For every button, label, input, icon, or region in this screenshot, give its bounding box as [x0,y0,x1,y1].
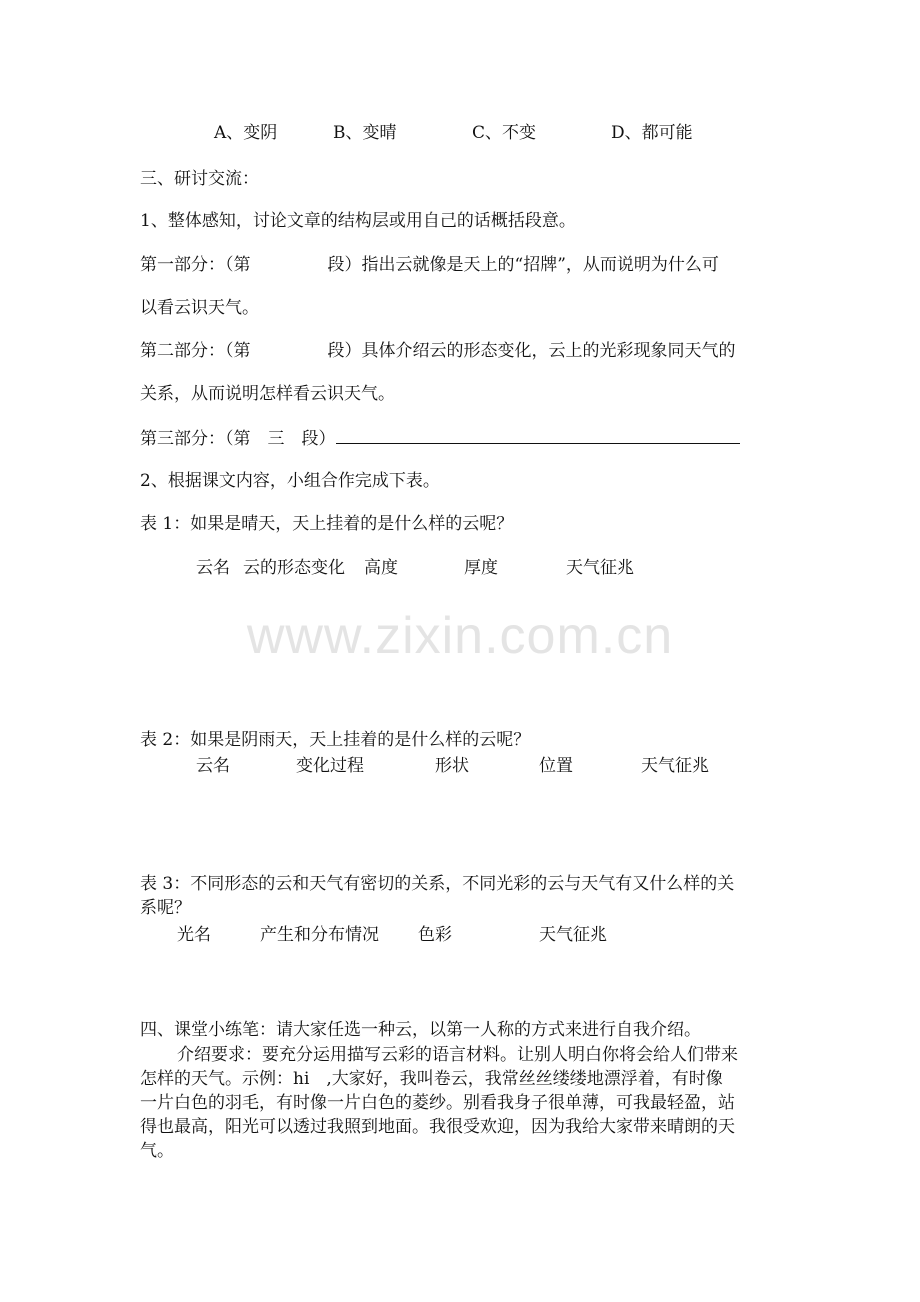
part1-continuation: 以看云识天气。 [140,298,259,318]
watermark: www.zixin.com.cn [246,607,674,665]
option-d: D、都可能 [611,123,693,143]
section3-heading: 三、研讨交流： [140,169,259,189]
table3-header-cell: 色彩 [418,925,452,945]
table1-header-cell: 云的形态变化 [243,558,345,578]
paragraph-line: 得也最高，阳光可以透过我照到地面。我很受欢迎，因为我给大家带来晴朗的天 [140,1117,735,1137]
part3-answer-line[interactable] [336,429,740,444]
part1-suffix: 段）指出云就像是天上的“招牌”，从而说明为什么可 [327,255,719,275]
table2-header-cell: 云名 [196,756,230,776]
part3-label: 第三部分：（第 三 段） [140,429,336,449]
table1-header-row [0,560,920,580]
part2-line [140,343,736,360]
question-1: 1、整体感知，讨论文章的结构层或用自己的话概括段意。 [140,211,576,231]
table3-header-cell: 产生和分布情况 [260,925,379,945]
part1-line [140,257,719,274]
option-c: C、不变 [472,123,537,143]
paragraph-line: 怎样的天气。示例：hi ,大家好，我叫卷云，我常丝丝缕缕地漂浮着，有时像 [140,1069,723,1089]
option-a: A、变阴 [214,123,278,143]
table3-caption-line1: 表 3：不同形态的云和天气有密切的关系，不同光彩的云与天气有又什么样的关 [140,874,735,894]
paragraph-line: 气。 [140,1141,174,1161]
part1-prefix: 第一部分：（第 [140,255,251,275]
table1-header-cell: 高度 [364,558,398,578]
table3-header-cell: 光名 [177,925,211,945]
table1-header-cell: 云名 [196,558,230,578]
table2-header-cell: 天气征兆 [641,756,709,776]
paragraph-line: 介绍要求：要充分运用描写云彩的语言材料。让别人明白你将会给人们带来 [177,1045,738,1065]
table2-header-row [0,758,920,778]
table2-header-cell: 位置 [539,756,573,776]
table3-header-cell: 天气征兆 [539,925,607,945]
part2-continuation: 关系，从而说明怎样看云识天气。 [140,384,395,404]
table1-caption: 表 1：如果是晴天，天上挂着的是什么样的云呢？ [140,514,514,534]
table3-header-row [0,927,920,947]
table1-header-cell: 天气征兆 [566,558,634,578]
table2-header-cell: 变化过程 [296,756,364,776]
table2-header-cell: 形状 [435,756,469,776]
table1-header-cell: 厚度 [464,558,498,578]
table2-caption: 表 2：如果是阴雨天，天上挂着的是什么样的云呢？ [140,730,531,750]
part2-prefix: 第二部分：（第 [140,341,251,361]
section4-heading: 四、课堂小练笔：请大家任选一种云，以第一人称的方式来进行自我介绍。 [140,1020,701,1040]
part3-line [140,429,740,448]
option-b: B、变晴 [333,123,397,143]
question-2: 2、根据课文内容，小组合作完成下表。 [140,471,440,491]
part2-suffix: 段）具体介绍云的形态变化，云上的光彩现象同天气的 [327,341,736,361]
table3-caption-line2: 系呢？ [140,898,191,918]
paragraph-line: 一片白色的羽毛，有时像一片白色的菱纱。别看我身子很单薄，可我最轻盈，站 [140,1093,735,1113]
